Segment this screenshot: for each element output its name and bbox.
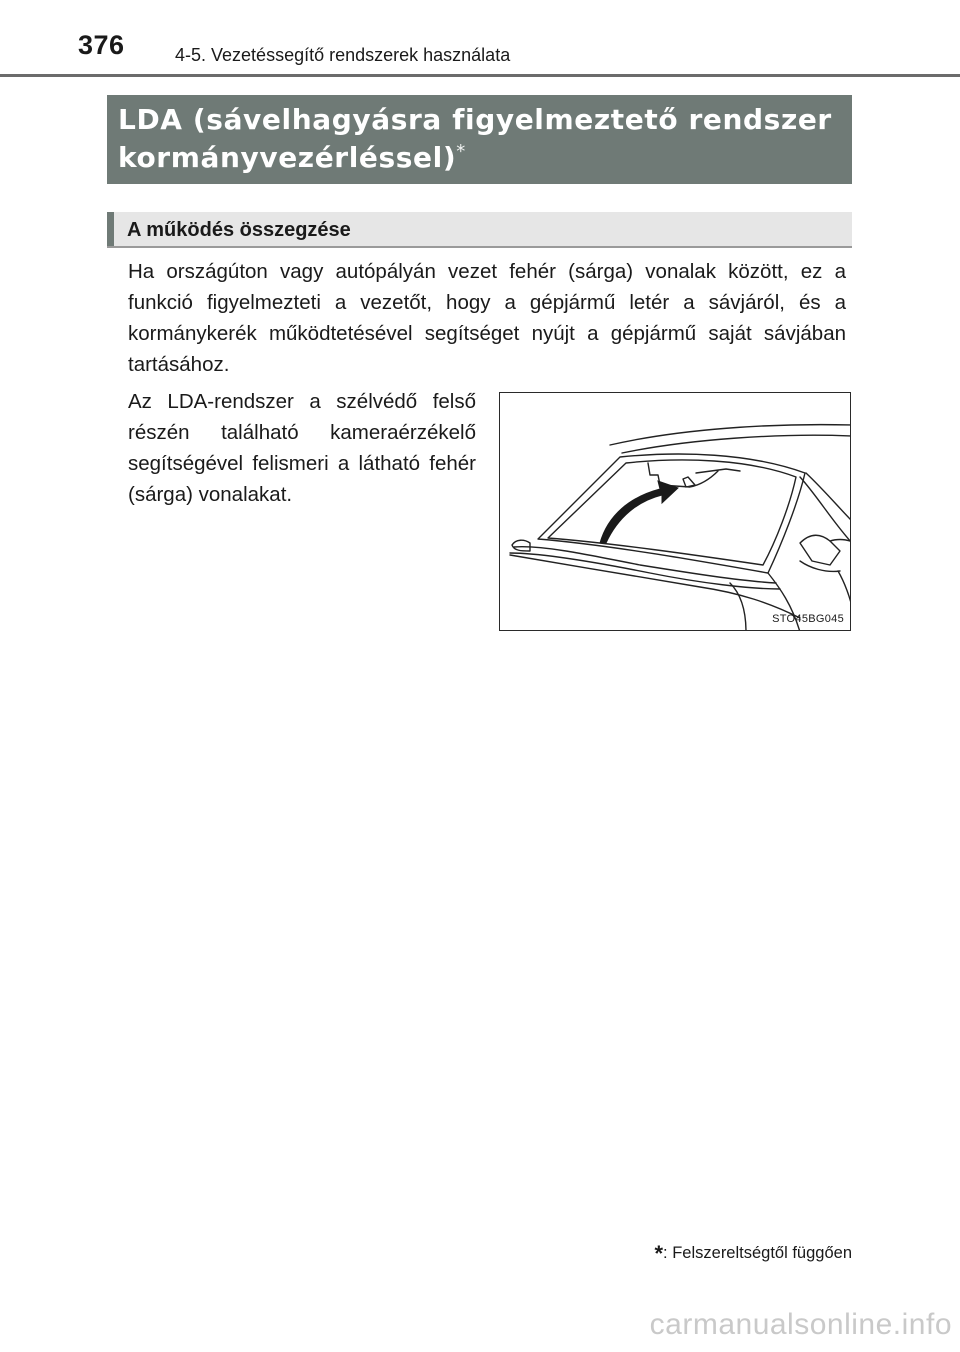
paragraph-camera: Az LDA-rendszer a szélvédő felső részén található kameraérzékelő segítségével felismeri a látható fehér (sárga) vonalakat. xyxy=(128,390,476,506)
footnote-text: : Felszereltségtől függően xyxy=(663,1244,852,1262)
footnote xyxy=(654,1238,852,1264)
footnote-marker: * xyxy=(654,1241,664,1266)
section-title-banner xyxy=(107,95,852,184)
section-title-line1: LDA (sávelhagyásra figyelmeztető rendszer xyxy=(118,103,832,136)
paragraph-overview: Ha országúton vagy autópályán vezet fehér (sárga) vonalak között, ez a funkció figyelmezteti a vezetőt, hogy a gépjármű letér a sávjáról, és a kormánykerék működtetésével segítséget nyújt a gépjármű saját sávjában tartásához. xyxy=(128,260,846,376)
section-title-line2 xyxy=(118,139,842,177)
watermark: carmanualsonline.info xyxy=(649,1308,952,1341)
windshield-camera-illustration xyxy=(499,392,851,631)
section-title-line2-text: kormányvezérléssel) xyxy=(118,141,457,174)
header-divider xyxy=(0,74,960,77)
subsection-accent-bar xyxy=(107,212,114,246)
subsection-title: A működés összegzése xyxy=(127,219,351,241)
optional-equipment-marker: * xyxy=(456,140,466,162)
page-number: 376 xyxy=(78,30,125,60)
windshield-camera-drawing xyxy=(500,393,851,631)
chapter-title: 4-5. Vezetéssegítő rendszerek használata xyxy=(175,45,511,65)
subsection-heading xyxy=(107,212,852,248)
figure-code: STO45BG045 xyxy=(772,613,844,625)
